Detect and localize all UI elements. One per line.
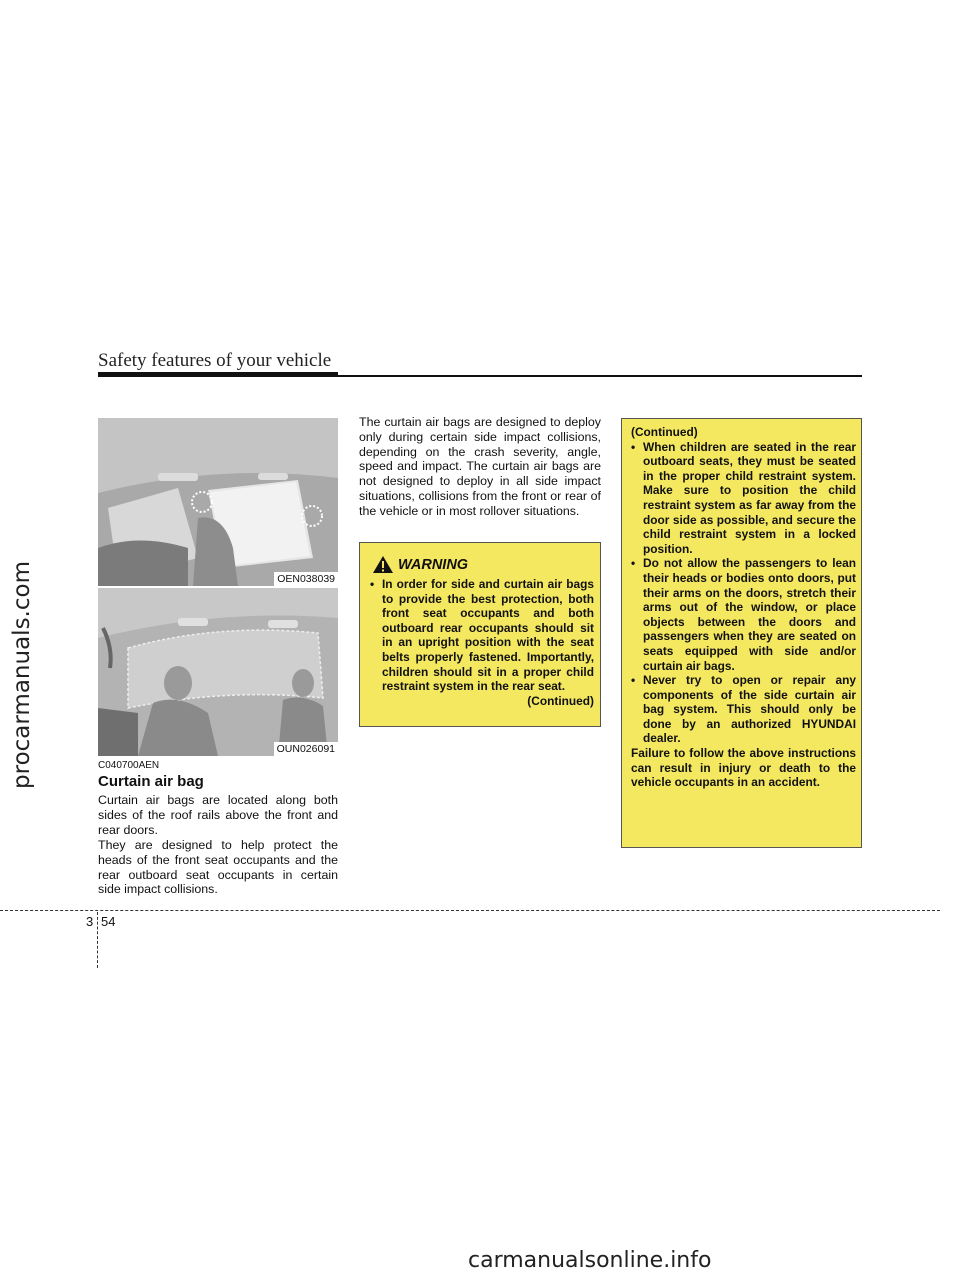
header-rule [98,375,862,377]
warning-continued: (Continued) [527,693,594,708]
warning-title: WARNING [398,556,469,573]
body-paragraph: Curtain air bags are located along both sides of the roof rails above the front and rear doors. [98,793,338,837]
section-heading: Curtain air bag [98,773,204,790]
warning-bullet: • In order for side and curtain air bags to provide the best protection, both front seat occupants and both outboard rear occupants should sit in an upright position with the seat belts properly fastened. Importantly, children should sit in a proper child restraint system in the rear seat. [370,577,594,694]
figure-curtain-airbag-interior [98,418,338,586]
warning-bullet: • Do not allow the passengers to lean their heads or bodies onto doors, put their arms on the doors, stretch their arms out of the window, or place objects between the doors and passengers when they are seated on seats equipped with side and/or curtain air bags. [631,556,856,673]
section-code: C040700AEN [98,760,160,771]
section-title: Safety features of your vehicle [98,350,332,371]
warning-header [372,555,468,574]
watermark-carmanualsonline: carmanualsonline.info [468,1248,712,1273]
warning-triangle-icon [372,555,394,574]
warning-continued-box [621,418,862,848]
watermark-procarmanuals: procarmanuals.com [9,561,35,789]
footer-rule [0,910,940,911]
body-paragraph: The curtain air bags are designed to deploy only during certain side impact collisions, depending on the crash severity, angle, speed and impact. The curtain air bags are not designed to deploy in all side impact situations, collisions from the front or rear of the vehicle or in most rollover situations. [359,415,601,518]
figure-label: OEN038039 [274,572,338,586]
continued-header: (Continued) [631,425,698,439]
footer-divider [97,912,98,968]
figure-curtain-airbag-deployed [98,588,338,756]
chapter-number: 3 [86,914,94,929]
warning-bullet: • Never try to open or repair any components of the side curtain air bag system. This should only be done by an authorized HYUNDAI dealer. [631,673,856,746]
warning-continued-list [631,425,856,790]
warning-list [370,577,594,708]
warning-final-paragraph: Failure to follow the above instructions can result in injury or death to the vehicle occupants in an accident. [631,746,856,790]
body-paragraph: They are designed to help protect the heads of the front seat occupants and the rear outboard seat occupants in certain side impact collisions. [98,838,338,897]
warning-box [359,542,601,727]
page-number: 54 [101,914,116,929]
warning-bullet: • When children are seated in the rear outboard seats, they must be seated in the proper child restraint system. Make sure to position the child restraint system as far away from the door side as possible, and secure the child restraint system in a locked position. [631,440,856,557]
figure-label: OUN026091 [274,742,338,756]
